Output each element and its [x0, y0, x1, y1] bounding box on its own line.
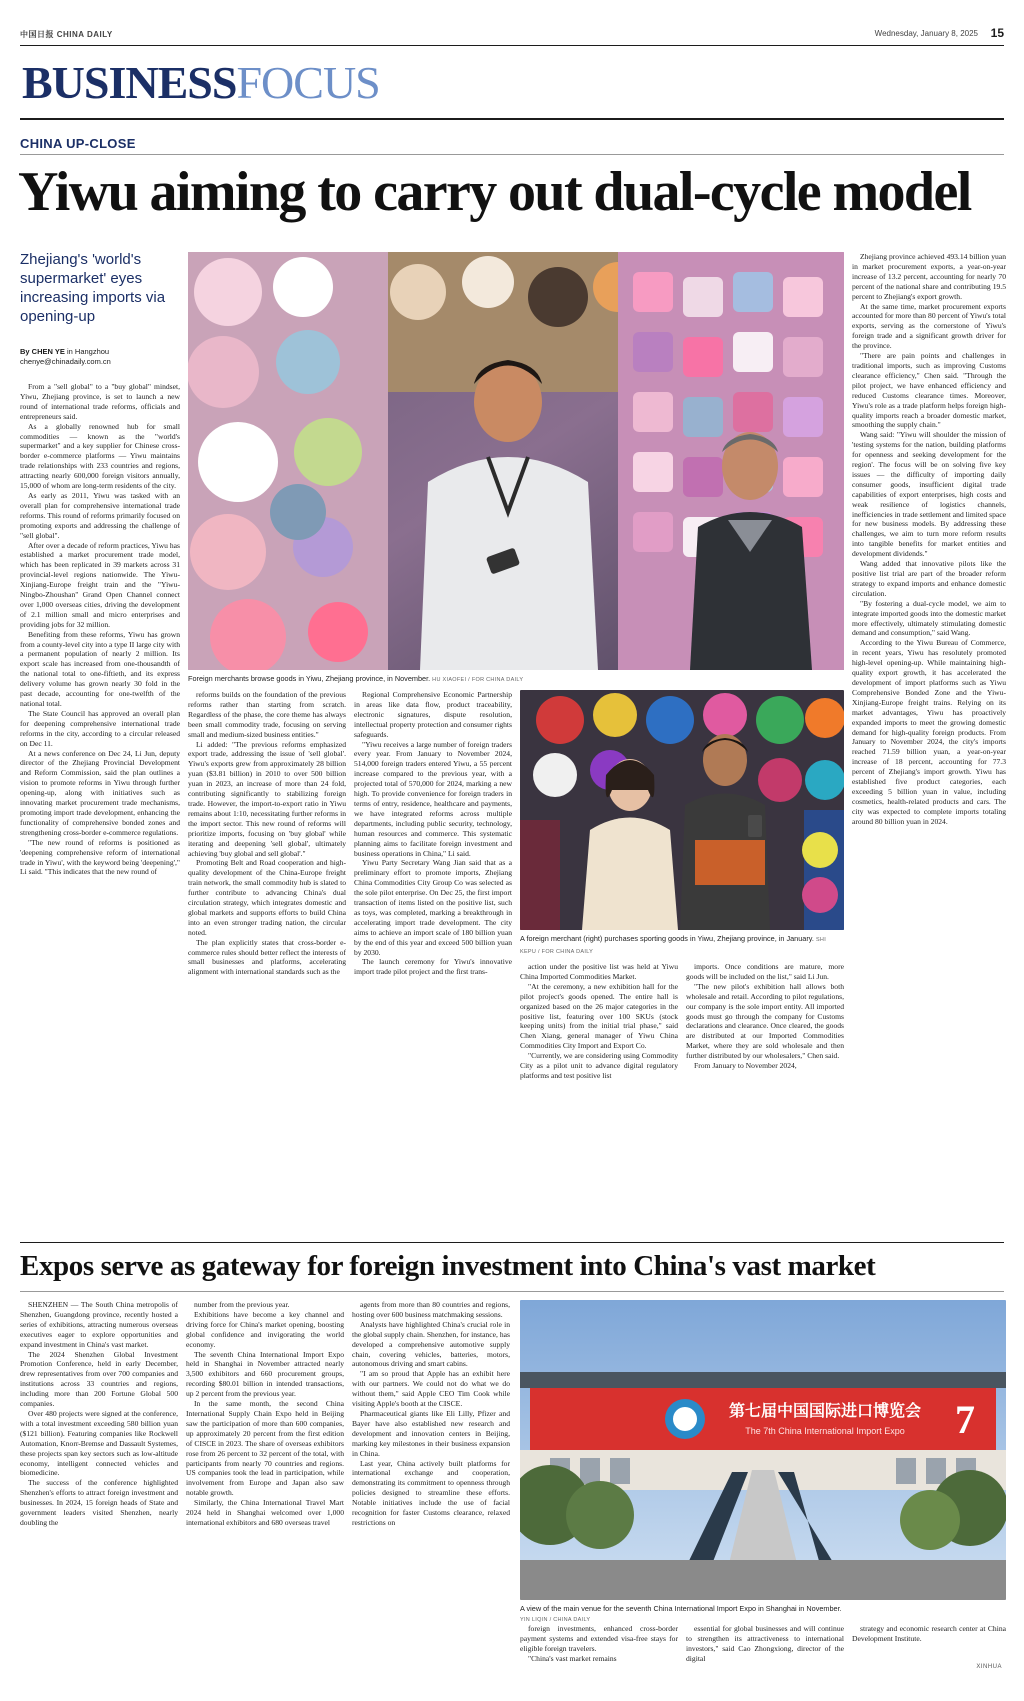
- masthead-rule: [20, 45, 1004, 46]
- story2-top-rule: [20, 1242, 1004, 1243]
- kicker-rule: [20, 154, 1004, 155]
- kicker: CHINA UP-CLOSE: [20, 136, 136, 151]
- paragraph: In the same month, the second China International Supply Chain Expo held in Beijing saw the participation of more than 600 companies, up approximately 20 percent from the first edition of CISCE in 2023. The share of overseas exhibitors rose from 26 percent to 32 percent of the total, with participants from nearly 70 countries and regions. US companies took the lead in participation, while involvement from Europe and Japan also saw notable growth.: [186, 1399, 344, 1498]
- paragraph: Benefiting from these reforms, Yiwu has grown from a county-level city into a type II large city with a permanent population of nearly 2 million. Its export scale has increased from one-thousandth of the national total to one-fiftieth, and its express delivery volume has grown nearly 30 fold in the past decade, accounting for one-twelfth of the national total.: [20, 629, 180, 708]
- story2-headline: Expos serve as gateway for foreign investment into China's vast market: [20, 1250, 876, 1282]
- paragraph: agents from more than 80 countries and regions, hosting over 600 business matchmaking sessions.: [352, 1300, 510, 1319]
- paragraph: As early as 2011, Yiwu was tasked with an overall plan for comprehensive international trade reforms. This round of reforms primarily focused on promoting exports and addressing the challenge of "sell global".: [20, 490, 180, 540]
- paragraph: The seventh China International Import Expo held in Shanghai in November attracted nearly 3,500 exhibitors and 660 procurement groups, recording $80.01 billion in intended transactions, up 2 percent from the previous year.: [186, 1349, 344, 1399]
- byline-place: in Hangzhou: [66, 347, 110, 356]
- paragraph: Wang added that innovative pilots like the positive list trial are part of the broader reform strategy to expand imports and enhance domestic circulation.: [852, 559, 1006, 598]
- paragraph: "The new round of reforms is positioned as 'deepening comprehensive reform of international trade in Yiwu', with the keyword being 'deepening'," Li said. "This indicates that the new round of: [20, 837, 180, 877]
- story2-column-3: [352, 1300, 510, 1685]
- story2-column-1: [20, 1300, 178, 1685]
- paragraph: Zhejiang province achieved 493.14 billion yuan in market procurement exports, a year-on-year increase of 13.2 percent, accounting for nearly 70 percent of the national share and contributing 19.5 percent to Zhejiang's export growth.: [852, 252, 1006, 301]
- story1-column-3: [354, 690, 512, 1237]
- photo3-caption: [520, 1604, 1006, 1625]
- paragraph: At the same time, market procurement exports accounted for more than 80 percent of Yiwu's total exports, serving as the cornerstone of Yiwu's foreign trade and a significant growth driver for the province.: [852, 301, 1006, 351]
- story1-column-4: [520, 962, 678, 1237]
- story1-column-6: [852, 252, 1006, 1237]
- paragraph: According to the Yiwu Bureau of Commerce, in recent years, Yiwu has resolutely promoted high-level opening-up. While maintaining high-quality export growth, it has accelerated the development of import platforms such as Yiwu Comprehensive Bonded Zone and the Yiwu-Xinjiang-Europe freight trains. Relying on its market advantages, Yiwu has proactively expanded imports to meet the growing domestic demand for high-quality foreign products. From January to November 2024, the city's imports reached 71.59 billion yuan, a year-on-year increase of 18 percent, accounting for 77.3 percent of Zhejiang's import growth. Yiwu has established five product categories, each exceeding 5 billion yuan in value, including cosmetics, health-related products and cars. The city was expected to complete imports totaling around 80 billion yuan in 2024.: [852, 638, 1006, 826]
- paragraph: "By fostering a dual-cycle model, we aim to integrate imported goods into the domestic market more effectively, ultimately stimulating domestic demand and consumption," said Wang.: [852, 598, 1006, 638]
- paragraph: Regional Comprehensive Economic Partnership in areas like data flow, product traceability, electronic signatures, dispute resolution, intellectual property protection and consumer rights safeguards.: [354, 690, 512, 739]
- photo2-credit: SHI KEPU / FOR CHINA DAILY: [520, 937, 827, 955]
- paragraph: foreign investments, enhanced cross-border payment systems and extended visa-free stays for eligible foreign travelers.: [520, 1624, 678, 1653]
- paragraph: The plan explicitly states that cross-border e-commerce rules should better reflect the interests of small businesses and platforms, accelerating alignment with international standards such as the: [188, 937, 346, 977]
- paragraph: number from the previous year.: [194, 1300, 290, 1309]
- paragraph: reforms builds on the foundation of the previous reforms rather than starting from scratch. Regardless of the phase, the core theme has always been small commodity trade, focusing on serving small and medium-sized business entities.": [188, 690, 346, 739]
- photo-sporting-goods: [520, 690, 844, 930]
- story2-column-4: [520, 1624, 678, 1684]
- paragraph: "Yiwu receives a large number of foreign traders every year. From January to November 2024, 514,000 foreign traders entered Yiwu, a 55 percent increase compared to the previous year, with a projected total of 570,000 for 2024, marking a new high. To provide convenience for foreign traders in terms of entry, residence, healthcare and payments, we have integrated reforms across multiple departments, including public security, technology, human resources and commerce. This systematic planning aims to facilitate foreign investment and business operations in China," Li said.: [354, 739, 512, 858]
- paragraph: Li added: "The previous reforms emphasized export trade, addressing the issue of 'sell global'. Yiwu's exports grew from approximately 28 billion yuan ($3.81 billion) in 2010 to over 500 billion yuan in 2023, an increase of more than 24 fold, contributing significantly to stabilizing foreign trade. However, the import-to-export ratio in Yiwu remains about 1:10, necessitating further reforms in the import sector. This new round of reforms will prioritize imports, focusing on 'buy global' while iterating and deepening 'sell global', ultimately achieving 'buy global and sell global'.": [188, 739, 346, 858]
- paragraph: Last year, China actively built platforms for international exchange and cooperation, demonstrating its commitment to openness through policies designed to streamline these efforts. Notable initiatives include the use of facial recognition for faster Customs clearance, relaxed restrictions on: [352, 1458, 510, 1527]
- story1-column-1: [20, 382, 180, 1237]
- section-rule: [20, 118, 1004, 120]
- newspaper-logo: 中国日报 CHINA DAILY: [20, 30, 113, 39]
- deck: Zhejiang's 'world's supermarket' eyes increasing imports via opening-up: [20, 251, 166, 325]
- story1-column-5: [686, 962, 844, 1237]
- photo1-caption-text: Foreign merchants browse goods in Yiwu, Zhejiang province, in November.: [188, 674, 431, 683]
- paragraph: Similarly, the China International Travel Mart 2024 held in Shanghai welcomed over 1,000 international exhibitors and 680 overseas travel: [186, 1498, 344, 1527]
- paragraph: "There are pain points and challenges in traditional imports, such as improving Customs clearance efficiency," Chen said. "Through the pilot project, we have enhanced efficiency and reduced Customs clearance times. Moreover, Yiwu's role as a trade platform helps foreign high-quality imports reach a broader domestic market, smoothing the supply chain.": [852, 351, 1006, 430]
- photo-expo-venue: [520, 1300, 1006, 1600]
- paragraph: SHENZHEN — The South China metropolis of Shenzhen, Guangdong province, recently hosted a series of exhibitions, attracting numerous overseas executives eager to explore opportunities and expand investment in China's vast market.: [20, 1300, 178, 1349]
- paragraph: The launch ceremony for Yiwu's innovative import trade pilot project and the first trans-: [354, 957, 512, 977]
- masthead: [20, 26, 1004, 42]
- section-title-light: FOCUS: [236, 57, 380, 108]
- photo3-credit: YIN LIQIN / CHINA DAILY: [520, 1616, 591, 1623]
- paragraph: Promoting Belt and Road cooperation and high-quality development of the China-Europe freight train network, the small commodity hub is slated to further contribute to advancing China's dual circulation strategy, which integrates domestic and global markets and supports efforts to build China into an even stronger trading nation, the circular noted.: [188, 858, 346, 937]
- byline-email: chenye@chinadaily.com.cn: [20, 357, 111, 366]
- byline: [20, 347, 180, 367]
- paragraph: "I am so proud that Apple has an exhibit here with our partners. We could not do what we do without them," said Apple CEO Tim Cook while visiting Apple's booth at the CISCE.: [352, 1369, 510, 1409]
- expo-venue-photo-image: [520, 1300, 1006, 1600]
- svg-text:7: 7: [955, 1397, 975, 1442]
- paragraph: imports. Once conditions are mature, more goods will be included on the list," said Li Jun.: [686, 962, 844, 981]
- photo2-caption-text: A foreign merchant (right) purchases sporting goods in Yiwu, Zhejiang province, in January.: [520, 934, 814, 943]
- photo2-caption: [520, 934, 844, 957]
- issue-date: Wednesday, January 8, 2025: [874, 29, 978, 38]
- photo3-caption-text: A view of the main venue for the seventh China International Import Expo in Shanghai in November.: [520, 1604, 842, 1613]
- section-title-bold: BUSINESS: [22, 57, 237, 108]
- paragraph: After over a decade of reform practices, Yiwu has established a market procurement trade model, which has been replicated in 39 markets across 31 provincial-level regions nationwide. The Yiwu-Xinjiang-Europe freight train and the "Yiwu-Ningbo-Zhoushan" Grand Open Channel connect over 1,000 overseas cities, driving the development of 2.1 million small and micro enterprises and providing jobs for 32 million.: [20, 540, 180, 629]
- paragraph: "China's vast market remains: [528, 1653, 617, 1663]
- story1-column-2: [188, 690, 346, 1237]
- paragraph: At a news conference on Dec 24, Li Jun, deputy director of the Zhejiang Provincial Development and Reform Commission, said the plan outlines a vision to promote reforms in Yiwu through further opening-up, along with initiatives such as innovating market procurement trade mechanisms, promoting import trade development, enhancing the functionality of comprehensive bonded zones and strengthening cross-border e-commerce regulations.: [20, 748, 180, 837]
- expo-banner-english: The 7th China International Import Expo: [745, 1426, 905, 1436]
- story2-signoff: XINHUA: [976, 1664, 1002, 1670]
- photo-yiwu-market: [188, 252, 844, 670]
- paragraph: From January to November 2024,: [694, 1061, 797, 1071]
- story2-column-6: [852, 1624, 1006, 1664]
- paragraph: As a globally renowned hub for small commodities — known as the "world's supermarket" and a key supplier for Chinese cross-border e-commerce platforms — Yiwu maintains trade relationships with 233 countries and regions, attracting nearly 600,000 foreign visitors annually, 15,000 of whom are long-term residents of the city.: [20, 421, 180, 491]
- page-number: 15: [990, 26, 1004, 40]
- paragraph: Over 480 projects were signed at the conference, with a total investment exceeding 580 billion yuan ($121 billion). Featuring companies like Rockwell Automation, Knorr-Bremse and Dassault Systemes, these projects span key sectors such as low-altitude economy, intelligent connected vehicles and biomedicine.: [20, 1408, 178, 1478]
- sporting-goods-photo-image: [520, 690, 844, 930]
- paragraph: strategy and economic research center at China Development Institute.: [852, 1624, 1006, 1643]
- expo-banner-chinese: 第七届中国国际进口博览会: [728, 1401, 922, 1420]
- photo1-credit: HU XIAOFEI / FOR CHINA DAILY: [432, 677, 524, 683]
- market-photo-image: [188, 252, 844, 670]
- paragraph: The 2024 Shenzhen Global Investment Promotion Conference, held in early December, drew representatives from over 700 companies and institutions across 33 countries and regions, including more than 200 Fortune Global 500 companies.: [20, 1349, 178, 1409]
- paragraph: "Currently, we are considering using Commodity City as a pilot unit to advance digital regulatory platforms and test positive list: [520, 1051, 678, 1080]
- paragraph: The success of the conference highlighted Shenzhen's efforts to attract foreign investment and businesses. In 2024, 15 foreign heads of State and government leaders visited Shenzhen, nearly doubling the: [20, 1478, 178, 1527]
- paragraph: essential for global businesses and will continue to strengthen its attractiveness to international investors," said Cao Zhongxiong, director of the digital: [686, 1624, 844, 1663]
- section-title: [22, 57, 380, 109]
- paragraph: From a "sell global" to a "buy global" mindset, Yiwu, Zhejiang province, is set to launch a new round of international trade reforms, officials and entrepreneurs said.: [20, 382, 180, 421]
- paragraph: action under the positive list was held at Yiwu China Imported Commodities Market.: [520, 962, 678, 981]
- paragraph: "At the ceremony, a new exhibition hall for the pilot project's goods opened. The entire hall is organized based on the 26 major categories in the positive list, featuring over 100 SKUs (stock keeping units) from the initial trial phase," said Chen Xiang, general manager of Yiwu China Commodities City Import and Export Co.: [520, 981, 678, 1051]
- byline-name: By CHEN YE: [20, 347, 65, 356]
- headline: Yiwu aiming to carry out dual-cycle model: [18, 161, 971, 223]
- story2-headline-rule: [20, 1291, 1004, 1292]
- story2-column-5: [686, 1624, 844, 1684]
- paragraph: Wang said: "Yiwu will shoulder the mission of 'testing systems for the nation, building platforms for openness and seeking development for the region'. The focus will be on solving five key issues — the difficulty of importing daily consumer goods, insufficient digital trade capabilities of export enterprises, high costs and weak resilience of logistics channels, inefficiencies in trade settlement and limited space for new business models. By addressing these challenges, we aim to turn more reform results into tangible benefits for market entities and development dividends.": [852, 430, 1006, 559]
- paragraph: The State Council has approved an overall plan for deepening comprehensive international trade reforms in the city, according to a circular released on Dec 11.: [20, 708, 180, 748]
- paragraph: Pharmaceutical giants like Eli Lilly, Pfizer and Bayer have also established new research and development and innovation centers in Beijing, marking key milestones in their business expansion in China.: [352, 1408, 510, 1458]
- story2-column-2: [186, 1300, 344, 1685]
- photo1-caption: [188, 674, 844, 686]
- paragraph: Exhibitions have become a key channel and driving force for China's market opening, boosting global confidence and invigorating the world economy.: [186, 1309, 344, 1349]
- paragraph: Yiwu Party Secretary Wang Jian said that as a preliminary effort to promote imports, Zhejiang China Commodities City Group Co was selected as the sole pilot enterprise. On Dec 25, the first import transaction of items listed on the positive list, such as toys, was completed, marking a breakthrough in accelerating import trade development. The city aims to achieve an import scale of 180 billion yuan by the end of this year and exceed 500 billion yuan by 2030.: [354, 858, 512, 957]
- paragraph: Analysts have highlighted China's crucial role in the global supply chain. Shenzhen, for instance, has developed a comprehensive automotive supply chain, covering vehicles, batteries, motors, autonomous driving and smart cabins.: [352, 1319, 510, 1369]
- paragraph: "The new pilot's exhibition hall allows both wholesale and retail. According to pilot regulations, our company is the sole import entity. All imported goods must go through the company for Customs declarations and clearance. Once cleared, the goods are distributed at our Imported Commodities Market, where they are sold wholesale and then further distributed by our wholesalers," Chen said.: [686, 981, 844, 1061]
